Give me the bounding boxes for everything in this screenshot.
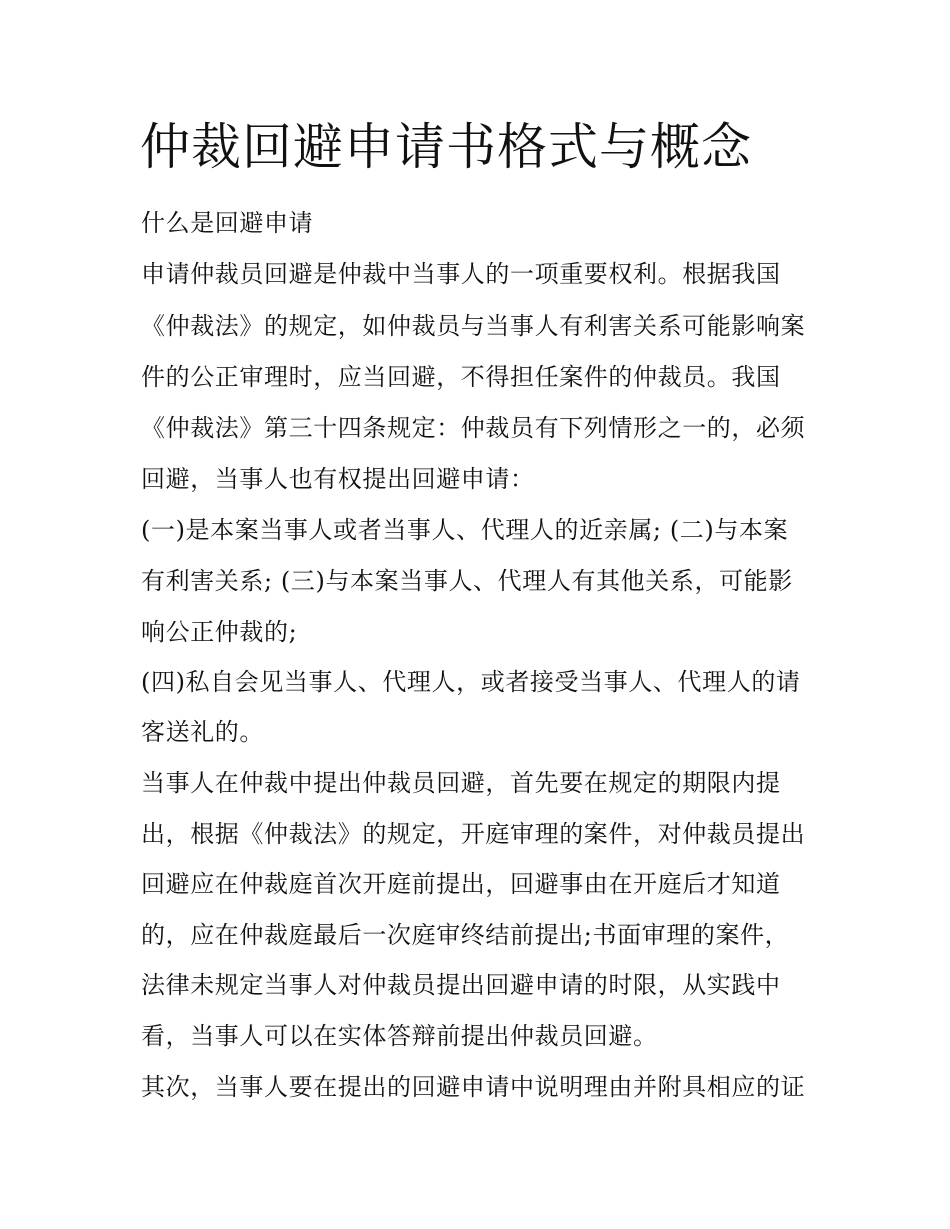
body-line: 看，当事人可以在实体答辩前提出仲裁员回避。 (141, 1022, 658, 1050)
body-line: 客送礼的。 (141, 718, 264, 746)
body-line: 的，应在仲裁庭最后一次庭审终结前提出;书面审理的案件， (141, 921, 790, 949)
body-line: 申请仲裁员回避是仲裁中当事人的一项重要权利。根据我国 (141, 260, 781, 288)
body-line: (一)是本案当事人或者当事人、代理人的近亲属; (二)与本案 (141, 516, 789, 544)
body-line: 响公正仲裁的; (141, 618, 298, 646)
body-line: 件的公正审理时，应当回避，不得担任案件的仲裁员。我国 (141, 363, 781, 391)
body-line: 有利害关系; (三)与本案当事人、代理人有其他关系，可能影 (141, 567, 793, 595)
body-line: 《仲裁法》第三十四条规定：仲裁员有下列情形之一的，必须 (141, 414, 806, 442)
body-line: 《仲裁法》的规定，如仲裁员与当事人有利害关系可能影响案 (141, 312, 806, 340)
body-line: 当事人在仲裁中提出仲裁员回避，首先要在规定的期限内提 (141, 769, 781, 797)
body-line: 法律未规定当事人对仲裁员提出回避申请的时限，从实践中 (141, 971, 781, 999)
body-line: (四)私自会见当事人、代理人，或者接受当事人、代理人的请 (141, 668, 801, 696)
body-line: 其次，当事人要在提出的回避申请中说明理由并附具相应的证 (141, 1073, 806, 1101)
section-heading: 什么是回避申请 (141, 209, 314, 237)
document-title: 仲裁回避申请书格式与概念 (140, 118, 752, 176)
body-line: 出，根据《仲裁法》的规定，开庭审理的案件，对仲裁员提出 (141, 820, 806, 848)
body-line: 回避应在仲裁庭首次开庭前提出，回避事由在开庭后才知道 (141, 870, 781, 898)
body-line: 回避，当事人也有权提出回避申请： (141, 465, 535, 493)
